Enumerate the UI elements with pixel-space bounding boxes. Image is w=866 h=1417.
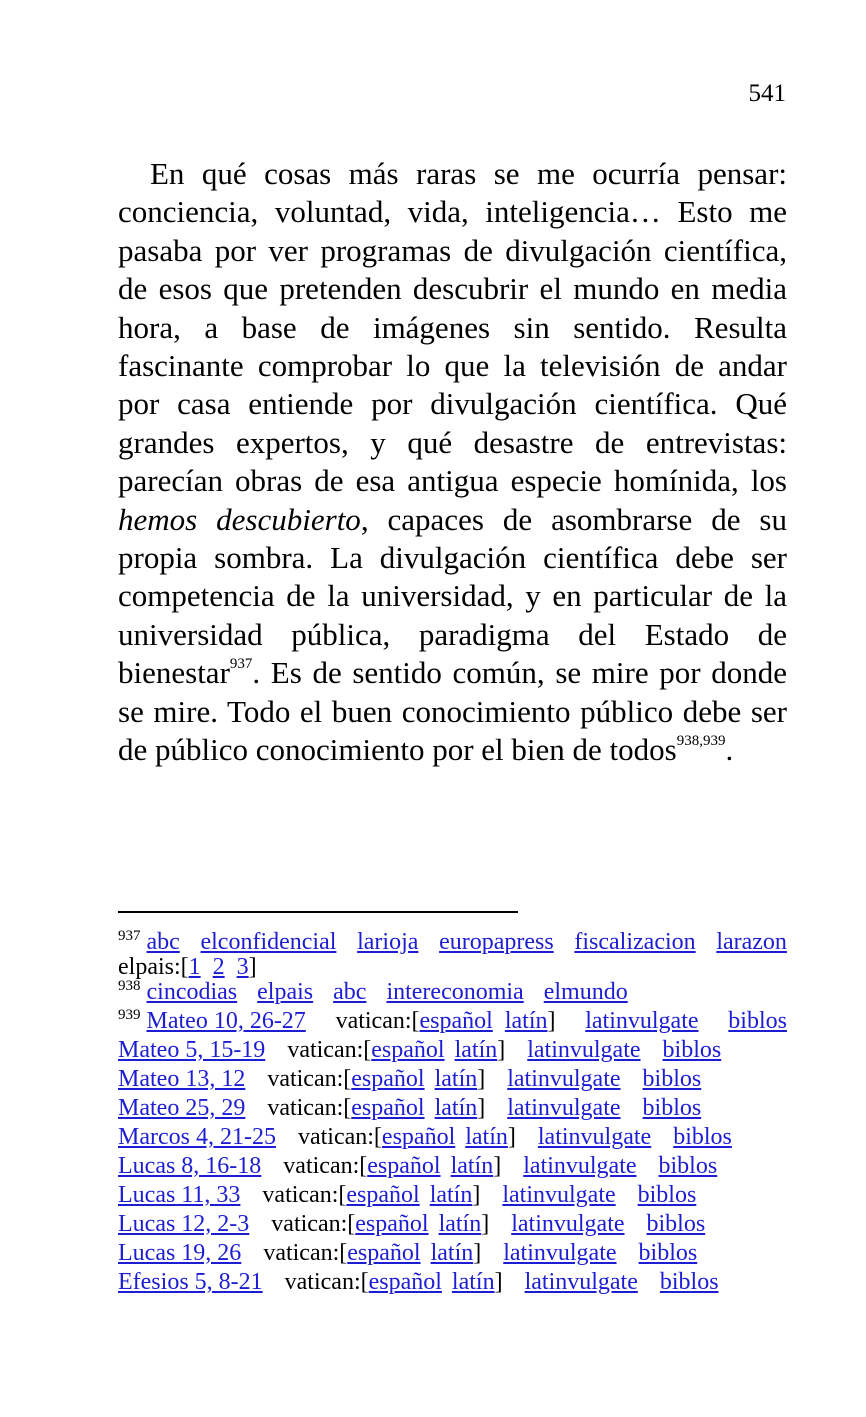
link-latinvulgate[interactable]: latinvulgate <box>527 1037 641 1063</box>
link-latinvulgate[interactable]: latinvulgate <box>503 1240 617 1266</box>
vatican-suffix: ] <box>547 1008 556 1034</box>
link-latinvulgate[interactable]: latinvulgate <box>524 1269 638 1295</box>
verse-row <box>118 1007 787 1036</box>
link-latinvulgate[interactable]: latinvulgate <box>537 1124 652 1150</box>
link-biblos[interactable]: biblos <box>637 1182 697 1208</box>
footnote-938 <box>118 978 787 1007</box>
link-biblos[interactable]: biblos <box>646 1211 706 1237</box>
link-espanol[interactable]: español <box>381 1124 456 1150</box>
vatican-prefix: vatican:[ <box>335 1008 420 1034</box>
link-espanol[interactable]: español <box>371 1037 445 1063</box>
verse-rows <box>118 1036 787 1297</box>
link-latin[interactable]: latín <box>434 1095 478 1121</box>
footnote-mark: 939 <box>118 1007 141 1023</box>
link-espanol[interactable]: español <box>351 1095 425 1121</box>
link-fiscalizacion[interactable]: fiscalizacion <box>574 929 696 955</box>
footnote-mark: 938 <box>118 978 141 994</box>
page-number: 541 <box>748 80 786 107</box>
footnotes <box>118 928 787 1297</box>
link-latin[interactable]: latín <box>429 1182 473 1208</box>
main-paragraph <box>118 155 787 770</box>
vatican-suffix: ] <box>473 1240 482 1266</box>
link-espanol[interactable]: español <box>419 1008 493 1034</box>
vatican-suffix: ] <box>494 1269 503 1295</box>
link-latin[interactable]: latín <box>430 1240 474 1266</box>
footnote-mark: 937 <box>118 928 141 944</box>
verse-row <box>118 1210 787 1239</box>
link-latinvulgate[interactable]: latinvulgate <box>502 1182 616 1208</box>
link-espanol[interactable]: español <box>368 1269 442 1295</box>
verse-ref-link[interactable]: Lucas 19, 26 <box>118 1240 242 1266</box>
verse-row <box>118 1268 787 1297</box>
link-latinvulgate[interactable]: latinvulgate <box>511 1211 625 1237</box>
link-latinvulgate[interactable]: latinvulgate <box>507 1066 621 1092</box>
link-cincodias[interactable]: cincodias <box>146 979 238 1005</box>
verse-ref-link[interactable]: Lucas 11, 33 <box>118 1182 241 1208</box>
verse-ref-link[interactable]: Mateo 10, 26-27 <box>146 1008 306 1034</box>
link-larazon[interactable]: larazon <box>716 929 787 955</box>
vatican-suffix: ] <box>497 1037 506 1063</box>
vatican-suffix: ] <box>477 1095 486 1121</box>
footnote-ref-937[interactable]: 937 <box>229 656 253 673</box>
paragraph-part-2: , capaces de asombrarse de su propia sombra. La divulgación científica debe ser competencia de la universidad, y en particular de la universidad pública, paradigma del Estado de bienestar <box>118 501 788 691</box>
vatican-suffix: ] <box>472 1182 481 1208</box>
link-elconfidencial[interactable]: elconfidencial <box>200 929 337 955</box>
vatican-prefix: vatican:[ <box>297 1124 382 1150</box>
body-text <box>118 155 787 770</box>
verse-ref-link[interactable]: Lucas 12, 2-3 <box>118 1211 250 1237</box>
vatican-prefix: vatican:[ <box>267 1066 352 1092</box>
link-biblos[interactable]: biblos <box>642 1095 702 1121</box>
link-biblos[interactable]: biblos <box>659 1269 719 1295</box>
link-latinvulgate[interactable]: latinvulgate <box>585 1008 699 1034</box>
footnote-ref-938-939[interactable]: 938,939 <box>676 733 726 750</box>
vatican-prefix: vatican:[ <box>263 1240 348 1266</box>
link-abc[interactable]: abc <box>146 929 180 955</box>
verse-ref-link[interactable]: Mateo 5, 15-19 <box>118 1037 266 1063</box>
verse-row <box>118 1094 787 1123</box>
link-intereconomia[interactable]: intereconomia <box>386 979 524 1005</box>
link-latin[interactable]: latín <box>438 1211 482 1237</box>
verse-row <box>118 1036 787 1065</box>
link-europapress[interactable]: europapress <box>439 929 554 955</box>
vatican-prefix: vatican:[ <box>287 1037 372 1063</box>
verse-ref-link[interactable]: Mateo 25, 29 <box>118 1095 246 1121</box>
link-abc[interactable]: abc <box>333 979 367 1005</box>
vatican-prefix: vatican:[ <box>267 1095 352 1121</box>
verse-row <box>118 1065 787 1094</box>
link-biblos[interactable]: biblos <box>658 1153 718 1179</box>
link-latin[interactable]: latín <box>465 1124 508 1150</box>
verse-row <box>118 1152 787 1181</box>
link-biblos[interactable]: biblos <box>673 1124 732 1150</box>
footnote-939 <box>118 1007 787 1297</box>
verse-ref-link[interactable]: Lucas 8, 16-18 <box>118 1153 262 1179</box>
vatican-suffix: ] <box>507 1124 516 1150</box>
paragraph-part-3: . Es de sentido común, se mire por donde se mire. Todo el buen conocimiento público debe ser de público conocimiento por el bien de todos <box>118 655 787 768</box>
link-elpais-1[interactable]: 1 <box>188 954 201 980</box>
link-larioja[interactable]: larioja <box>357 929 419 955</box>
link-elpais-3[interactable]: 3 <box>236 954 249 980</box>
verse-ref-link[interactable]: Marcos 4, 21-25 <box>118 1124 276 1150</box>
link-latinvulgate[interactable]: latinvulgate <box>507 1095 621 1121</box>
link-espanol[interactable]: español <box>367 1153 441 1179</box>
verse-row <box>118 1181 787 1210</box>
vatican-prefix: vatican:[ <box>262 1182 347 1208</box>
elpais-suffix: ] <box>248 954 257 980</box>
verse-row <box>118 1123 787 1152</box>
link-biblos[interactable]: biblos <box>638 1240 698 1266</box>
link-latinvulgate[interactable]: latinvulgate <box>523 1153 637 1179</box>
link-espanol[interactable]: español <box>346 1182 420 1208</box>
paragraph-part-1: En qué cosas más raras se me ocurría pensar: conciencia, voluntad, vida, inteligencia… Esto me pasaba por ver programas de divulgación científica, de esos que pretenden descubrir el mundo en media hora, a base de imágenes sin sentido. Resulta fascinante comprobar lo que la televisión de andar por casa entiende por divulgación científica. Qué grandes expertos, y qué desastre de entrevistas: parecían obras de esa antigua especie homínida, los <box>118 156 787 499</box>
vatican-suffix: ] <box>481 1211 490 1237</box>
footnote-937-line-2 <box>118 953 787 982</box>
link-elpais-2[interactable]: 2 <box>212 954 225 980</box>
link-espanol[interactable]: español <box>347 1240 421 1266</box>
vatican-prefix: vatican:[ <box>284 1269 369 1295</box>
verse-ref-link[interactable]: Efesios 5, 8-21 <box>118 1269 263 1295</box>
vatican-prefix: vatican:[ <box>283 1153 368 1179</box>
footnote-divider <box>118 911 518 913</box>
link-espanol[interactable]: español <box>351 1066 425 1092</box>
vatican-prefix: vatican:[ <box>271 1211 356 1237</box>
link-latin[interactable]: latín <box>454 1037 498 1063</box>
paragraph-part-4: . <box>725 732 734 768</box>
link-espanol[interactable]: español <box>355 1211 429 1237</box>
link-biblos[interactable]: biblos <box>728 1008 787 1034</box>
link-latin[interactable]: latín <box>434 1066 478 1092</box>
elpais-prefix: elpais:[ <box>118 954 189 980</box>
link-biblos[interactable]: biblos <box>662 1037 722 1063</box>
link-biblos[interactable]: biblos <box>642 1066 702 1092</box>
paragraph-italic: hemos descubierto <box>118 501 361 537</box>
link-elmundo[interactable]: elmundo <box>543 979 628 1005</box>
link-latin[interactable]: latín <box>450 1153 494 1179</box>
vatican-suffix: ] <box>493 1153 502 1179</box>
footnote-937 <box>118 928 787 982</box>
verse-row <box>118 1239 787 1268</box>
vatican-suffix: ] <box>477 1066 486 1092</box>
link-latin[interactable]: latín <box>451 1269 495 1295</box>
link-elpais[interactable]: elpais <box>257 979 314 1005</box>
link-latin[interactable]: latín <box>504 1008 548 1034</box>
verse-ref-link[interactable]: Mateo 13, 12 <box>118 1066 246 1092</box>
